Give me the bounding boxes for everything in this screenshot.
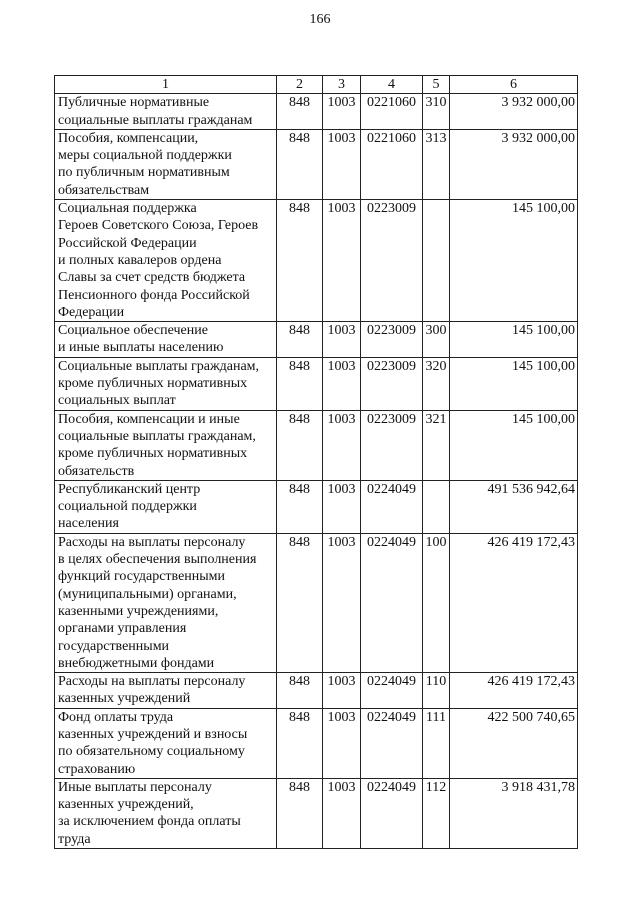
header-row [55, 76, 578, 94]
section-code-cell: 1003 [323, 94, 361, 130]
chapter-code-cell: 848 [277, 410, 323, 480]
target-article-cell: 0221060 [361, 94, 423, 130]
table-row [55, 410, 578, 480]
chapter-code-cell: 848 [277, 94, 323, 130]
chapter-code-cell: 848 [277, 322, 323, 358]
table-row [55, 200, 578, 322]
expense-type-cell [423, 200, 450, 322]
table-row [55, 708, 578, 778]
target-article-cell: 0223009 [361, 410, 423, 480]
target-article-cell: 0224049 [361, 708, 423, 778]
table-row [55, 129, 578, 199]
expense-type-cell: 110 [423, 673, 450, 709]
chapter-code-cell: 848 [277, 357, 323, 410]
chapter-code-cell: 848 [277, 200, 323, 322]
page-number: 166 [309, 12, 331, 27]
target-article-cell: 0224049 [361, 778, 423, 848]
expense-type-cell: 111 [423, 708, 450, 778]
header-cell-5: 5 [423, 76, 450, 94]
item-name-cell: Расходы на выплаты персоналу казенных учреждений [55, 673, 277, 709]
expense-type-cell: 320 [423, 357, 450, 410]
budget-table [54, 75, 578, 849]
header-cell-3: 3 [323, 76, 361, 94]
amount-cell: 3 918 431,78 [450, 778, 578, 848]
expense-type-cell: 321 [423, 410, 450, 480]
table-row [55, 778, 578, 848]
amount-cell: 426 419 172,43 [450, 673, 578, 709]
table-row [55, 357, 578, 410]
item-name-cell: Фонд оплаты труда казенных учреждений и взносы по обязательному социальному страхованию [55, 708, 277, 778]
chapter-code-cell: 848 [277, 778, 323, 848]
chapter-code-cell: 848 [277, 129, 323, 199]
amount-cell: 491 536 942,64 [450, 480, 578, 533]
section-code-cell: 1003 [323, 357, 361, 410]
table-row [55, 480, 578, 533]
item-name-cell: Социальная поддержка Героев Советского Союза, Героев Российской Федерации и полных кавалеров ордена Славы за счет средств бюджета Пенсионного фонда Российской Федерации [55, 200, 277, 322]
header-cell-1: 1 [55, 76, 277, 94]
expense-type-cell: 300 [423, 322, 450, 358]
expense-type-cell: 313 [423, 129, 450, 199]
item-name-cell: Расходы на выплаты персоналу в целях обеспечения выполнения функций государственными (муниципальными) органами, казенными учреждениями, органами управления государственными внебюджетными фондами [55, 533, 277, 672]
section-code-cell: 1003 [323, 322, 361, 358]
table-row [55, 533, 578, 672]
target-article-cell: 0224049 [361, 480, 423, 533]
item-name-cell: Пособия, компенсации, меры социальной поддержки по публичным нормативным обязательствам [55, 129, 277, 199]
section-code-cell: 1003 [323, 410, 361, 480]
chapter-code-cell: 848 [277, 708, 323, 778]
expense-type-cell [423, 480, 450, 533]
table-row [55, 322, 578, 358]
amount-cell: 145 100,00 [450, 322, 578, 358]
table-row [55, 673, 578, 709]
target-article-cell: 0223009 [361, 200, 423, 322]
chapter-code-cell: 848 [277, 480, 323, 533]
amount-cell: 145 100,00 [450, 357, 578, 410]
expense-type-cell: 310 [423, 94, 450, 130]
item-name-cell: Публичные нормативные социальные выплаты гражданам [55, 94, 277, 130]
section-code-cell: 1003 [323, 673, 361, 709]
item-name-cell: Социальное обеспечение и иные выплаты населению [55, 322, 277, 358]
section-code-cell: 1003 [323, 708, 361, 778]
table-row [55, 94, 578, 130]
amount-cell: 145 100,00 [450, 200, 578, 322]
item-name-cell: Республиканский центр социальной поддержки населения [55, 480, 277, 533]
target-article-cell: 0224049 [361, 673, 423, 709]
expense-type-cell: 100 [423, 533, 450, 672]
chapter-code-cell: 848 [277, 533, 323, 672]
target-article-cell: 0223009 [361, 322, 423, 358]
target-article-cell: 0224049 [361, 533, 423, 672]
amount-cell: 3 932 000,00 [450, 94, 578, 130]
target-article-cell: 0221060 [361, 129, 423, 199]
section-code-cell: 1003 [323, 480, 361, 533]
amount-cell: 426 419 172,43 [450, 533, 578, 672]
section-code-cell: 1003 [323, 200, 361, 322]
item-name-cell: Пособия, компенсации и иные социальные выплаты гражданам, кроме публичных нормативных обязательств [55, 410, 277, 480]
expense-type-cell: 112 [423, 778, 450, 848]
chapter-code-cell: 848 [277, 673, 323, 709]
item-name-cell: Социальные выплаты гражданам, кроме публичных нормативных социальных выплат [55, 357, 277, 410]
section-code-cell: 1003 [323, 778, 361, 848]
header-cell-2: 2 [277, 76, 323, 94]
section-code-cell: 1003 [323, 533, 361, 672]
header-cell-6: 6 [450, 76, 578, 94]
section-code-cell: 1003 [323, 129, 361, 199]
amount-cell: 3 932 000,00 [450, 129, 578, 199]
item-name-cell: Иные выплаты персоналу казенных учреждений, за исключением фонда оплаты труда [55, 778, 277, 848]
amount-cell: 145 100,00 [450, 410, 578, 480]
amount-cell: 422 500 740,65 [450, 708, 578, 778]
target-article-cell: 0223009 [361, 357, 423, 410]
header-cell-4: 4 [361, 76, 423, 94]
